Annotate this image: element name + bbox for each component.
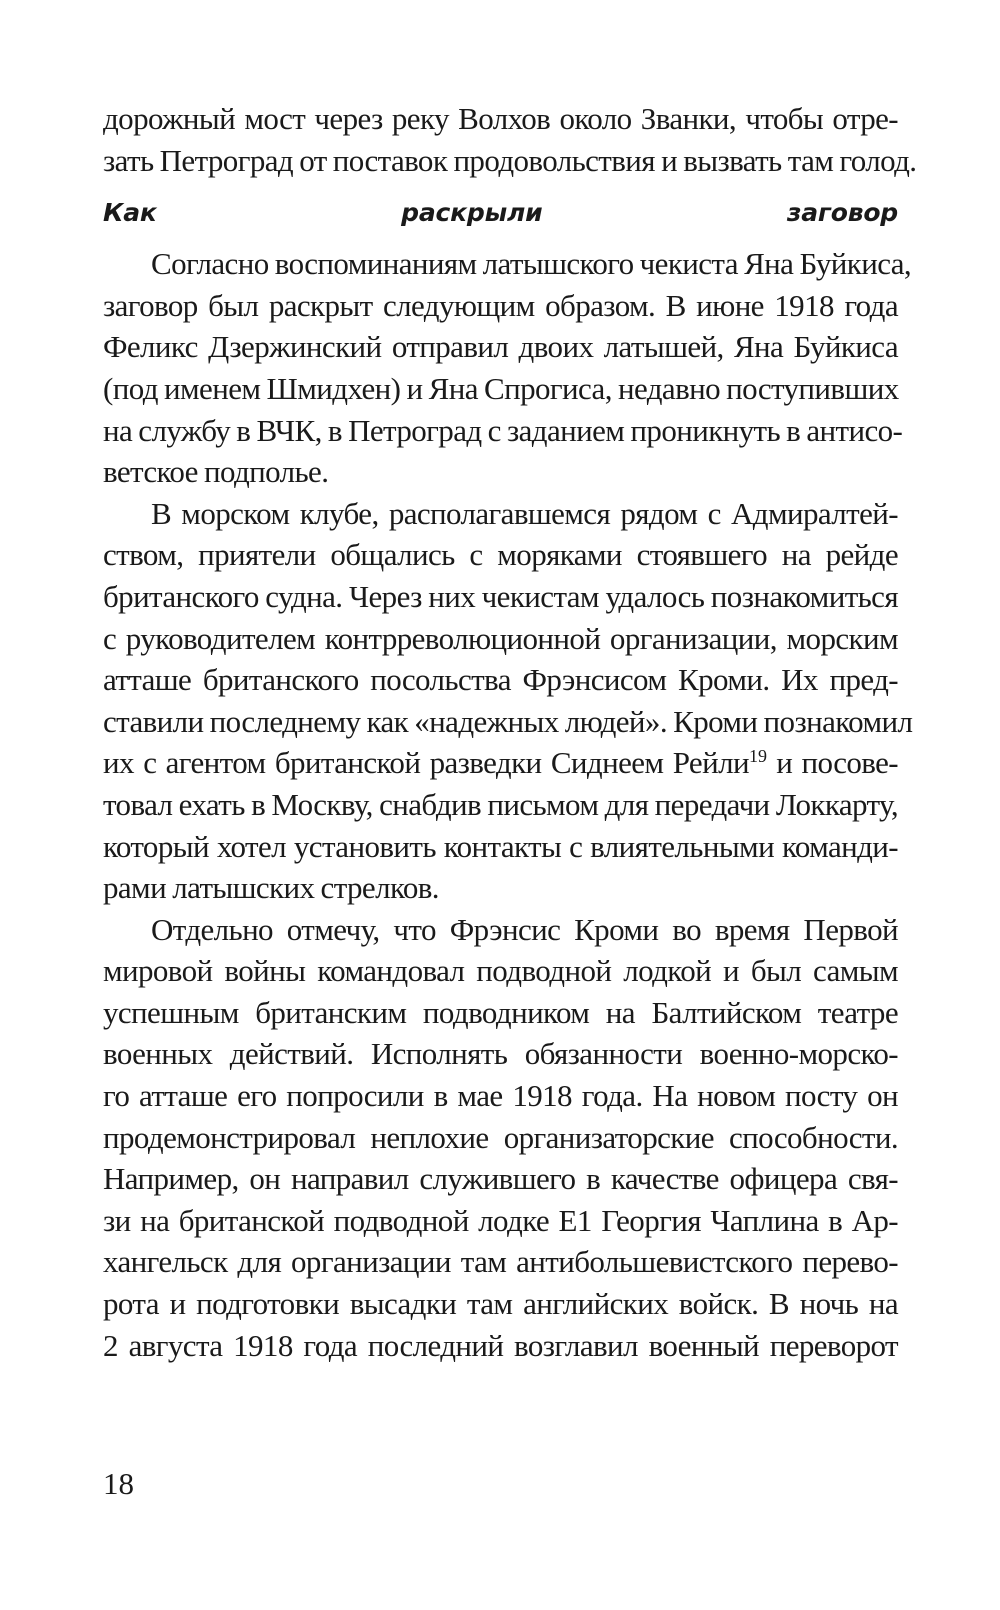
text-line: дорожный мост через реку Волхов около Званки, чтобы отре- (103, 101, 898, 136)
text-line: мировой войны командовал подводной лодкой и был самым (103, 953, 898, 989)
text-line: хангельск для организации там антибольшевистского перево- (103, 1244, 898, 1280)
text-line: ством, приятели общались с моряками стоявшего на рейде (103, 537, 898, 573)
paragraph-first-line: Согласно воспоминаниям латышского чекиста Яна Буйкиса, (151, 246, 912, 282)
text-line: го атташе его попросили в мае 1918 года. На новом посту он (103, 1078, 898, 1114)
text-line: Феликс Дзержинский отправил двоих латышей, Яна Буйкиса (103, 329, 898, 365)
text-line: продемонстрировал неплохие организаторские способности. (103, 1119, 898, 1155)
text-line: военных действий. Исполнять обязанности военно-морско- (103, 1036, 898, 1072)
text-line: рами латышских стрелков. (103, 870, 439, 906)
text-line: британского судна. Через них чекистам удалось познакомиться (103, 578, 898, 614)
footnote-reference[interactable]: 19 (748, 746, 767, 767)
text-line: успешным британским подводником на Балтийском театре (103, 994, 898, 1030)
text-line: на службу в ВЧК, в Петроград с заданием проникнуть в антисо- (103, 412, 903, 448)
text-line: ставили последнему как «надежных людей». Кроми познакомил (103, 703, 913, 739)
text-line: зать Петроград от поставок продовольствия и вызвать там голод. (103, 142, 917, 178)
section-heading: Как раскрыли заговор (103, 198, 898, 228)
text-line: зи на британской подводной лодке Е1 Георгия Чаплина в Ар- (103, 1202, 898, 1238)
page-number: 18 (103, 1466, 134, 1501)
page-text (103, 98, 917, 1366)
text-line: товал ехать в Москву, снабдив письмом для передачи Локкарту, (103, 786, 898, 822)
paragraph-first-line: В морском клубе, располагавшемся рядом с Адмиралтей- (151, 495, 898, 531)
text-line: атташе британского посольства Фрэнсисом Кроми. Их пред- (103, 662, 898, 698)
paragraph-first-line: Отдельно отмечу, что Фрэнсис Кроми во время Первой (151, 911, 898, 947)
text-line: Например, он направил служившего в качестве офицера свя- (103, 1161, 898, 1197)
text-fragment: их с агентом британской разведки Сиднеем Рейли (103, 745, 749, 781)
text-line: с руководителем контрреволюционной организации, морским (103, 620, 898, 656)
text-line: заговор был раскрыт следующим образом. В июне 1918 года (103, 287, 898, 323)
text-line-with-footnote (103, 742, 898, 784)
text-line: 2 августа 1918 года последний возглавил военный переворот (103, 1327, 898, 1363)
text-line: ветское подполье. (103, 454, 329, 490)
text-line: который хотел установить контакты с влиятельными команди- (103, 828, 898, 864)
text-line: рота и подготовки высадки там английских войск. В ночь на (103, 1286, 898, 1322)
text-fragment: и посове- (766, 745, 899, 781)
text-line: (под именем Шмидхен) и Яна Спрогиса, недавно поступивших (103, 370, 899, 406)
